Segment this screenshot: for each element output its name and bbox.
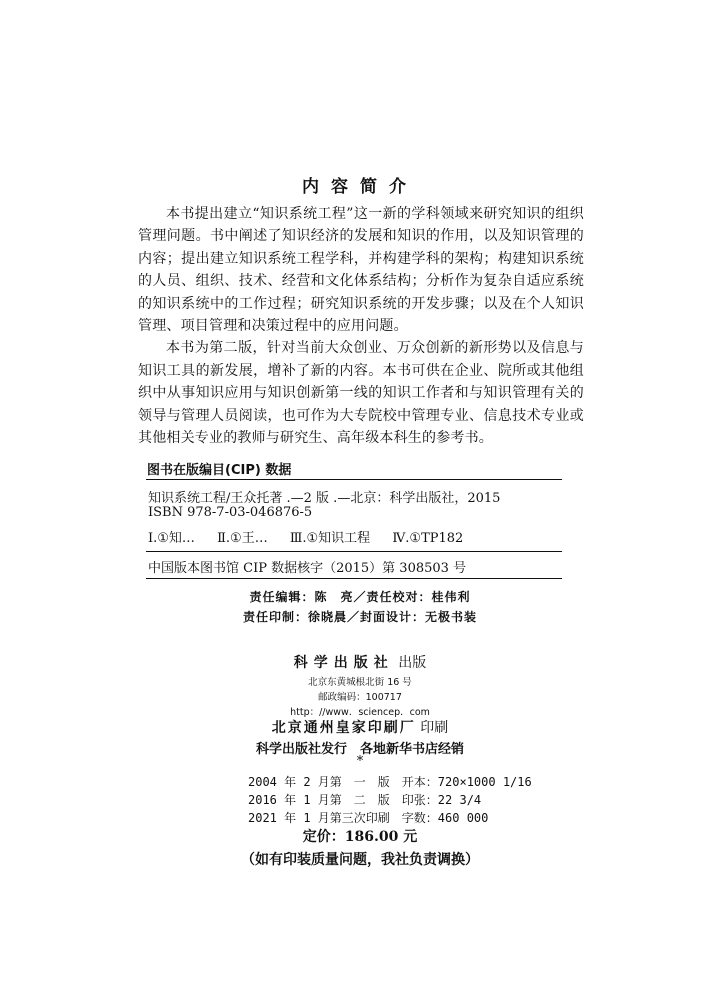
edition-line-3: 2021 年 1 月第三次印刷 字数：460 000 (248, 811, 489, 825)
publisher-address: 北京东黄城根北街 16 号 (308, 677, 412, 688)
edition-line-1: 2004 年 2 月第 一 版 开本：720×1000 1/16 (248, 775, 532, 789)
cip-class-4: Ⅳ.①TP182 (392, 531, 464, 546)
printer-line (0, 717, 720, 737)
publisher-url: http：//www．sciencep．com (290, 707, 430, 718)
summary-paragraph-1: 本书提出建立“知识系统工程”这一新的学科领域来研究知识的组织管理问题。书中阐述了知识经济的发展和知识的作用，以及知识管理的内容；提出建立知识系统工程学科，并构建学科的架构；构建知识系统的人员、组织、技术、经营和文化体系结构；分析作为复杂自适应系统的知识系统中的工作过程；研究知识系统的开发步骤；以及在个人知识管理、项目管理和决策过程中的应用问题。 (138, 206, 584, 335)
printer-suffix: 印刷 (420, 720, 449, 736)
cip-class-1: Ⅰ.①知… (148, 531, 195, 546)
publisher-name: 科学出版社 (293, 655, 394, 671)
cip-isbn: ISBN 978-7-03-046876-5 (148, 505, 313, 520)
cip-classification (148, 527, 481, 546)
publisher-suffix: 出版 (398, 655, 427, 671)
publisher-line (0, 652, 720, 672)
summary-paragraph-2: 本书为第二版，针对当前大众创业、万众创新的新形势以及信息与知识工具的新发展，增补了新的内容。本书可供在企业、院所或其他组织中从事知识应用与知识创新第一线的知识工作者和与知识管理有关的领导与管理人员阅读，也可作为大专院校中管理专业、信息技术专业或其他相关专业的教师与研究生、高年级本科生的参考书。 (138, 340, 584, 447)
cip-top-rule (146, 479, 562, 480)
cip-heading: 图书在版编目(CIP) 数据 (147, 463, 292, 478)
cip-bottom-rule (146, 578, 562, 579)
summary-title: 内容简介 (302, 177, 418, 197)
publisher-zip: 邮政编码：100717 (318, 692, 402, 703)
credits-production: 责任印制：徐晓晨／封面设计：无极书装 (242, 610, 477, 624)
cip-class-2: Ⅱ.①王… (217, 531, 268, 546)
cip-title-line: 知识系统工程/王众托著 .—2 版 .—北京：科学出版社，2015 (148, 491, 501, 506)
edition-line-2: 2016 年 1 月第 二 版 印张：22 3/4 (248, 793, 482, 807)
separator-star: * (356, 754, 364, 769)
printer-name: 北京通州皇家印刷厂 (271, 720, 416, 736)
cip-middle-rule (146, 551, 562, 552)
summary-body (138, 203, 584, 449)
price: 定价：186.00 元 (302, 829, 418, 845)
credits-editors: 责任编辑：陈 亮／责任校对：桂伟利 (249, 590, 471, 604)
cip-class-3: Ⅲ.①知识工程 (289, 531, 371, 546)
quality-notice: （如有印装质量问题，我社负责调换） (241, 852, 479, 868)
cip-record: 中国版本图书馆 CIP 数据核字（2015）第 308503 号 (148, 561, 467, 576)
distribution-line: 科学出版社发行 各地新华书店经销 (255, 742, 464, 757)
